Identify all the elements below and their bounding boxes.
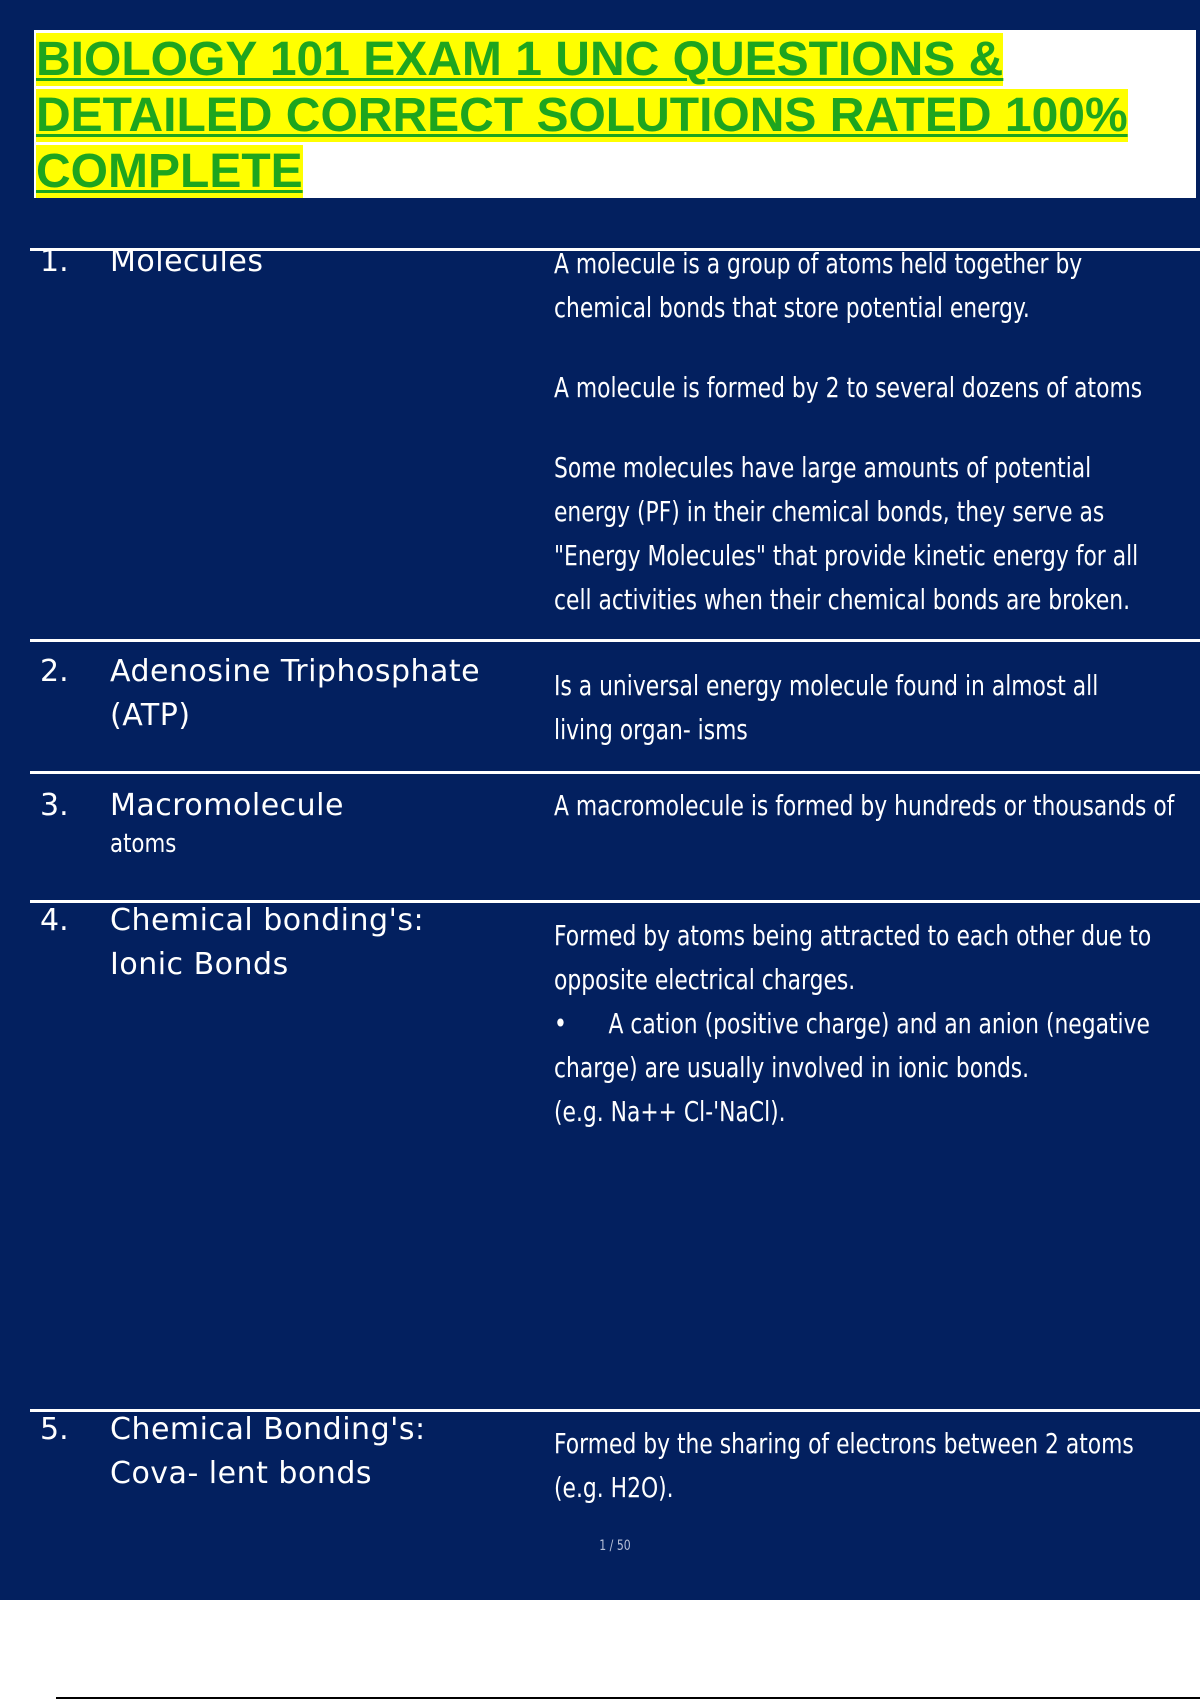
row-definition [554,1422,1162,1510]
row-term-continuation: atoms [110,829,177,859]
row-definition [554,242,1162,622]
definition-paragraph: Some molecules have large amounts of potential energy (PF) in their chemical bonds, they serve as "Energy Molecules" that provide kinetic energy for all cell activities when their chemical bonds are broken. [554,451,1139,616]
title-box [34,30,1196,198]
definition-paragraph: A molecule is formed by 2 to several dozens of atoms [554,371,1143,404]
row-term: Chemical bonding's: Ionic Bonds [110,903,425,982]
row-number: 4. [40,903,69,938]
row-definition [554,664,1162,752]
bullet-icon: • [554,1007,567,1040]
definition-paragraph: Is a universal energy molecule found in almost all living organ- isms [554,669,1099,746]
row-number: 1. [40,244,69,279]
definition-paragraph: (e.g. Na++ Cl-'NaCl). [554,1095,786,1128]
definition-paragraph: A macromolecule is formed by hundreds or thousands of [554,789,1175,822]
row-number: 5. [40,1412,69,1447]
bullet-text: A cation (positive charge) and an anion (negative charge) are usually involved in ionic bonds. [554,1007,1150,1084]
row-term: Macromolecule [110,788,344,823]
row-divider [30,639,1200,642]
bottom-rule [56,1697,1200,1699]
row-term: Molecules [110,244,264,279]
row-number: 2. [40,654,69,689]
row-number: 3. [40,788,69,823]
row-divider [30,771,1200,774]
page-number: 1 / 50 [599,1538,631,1554]
row-definition [554,914,1162,1134]
document-title [36,32,1194,200]
definition-paragraph: Formed by atoms being attracted to each other due to opposite electrical charges. [554,919,1152,996]
definition-paragraph: Formed by the sharing of electrons between 2 atoms (e.g. H2O). [554,1427,1134,1504]
row-term: Chemical Bonding's: Cova- lent bonds [110,1412,426,1491]
row-term: Adenosine Triphosphate (ATP) [110,654,481,733]
definition-paragraph: A molecule is a group of atoms held together by chemical bonds that store potential energy. [554,247,1083,324]
row-definition [554,784,1200,828]
document-title-text: BIOLOGY 101 EXAM 1 UNC QUESTIONS & DETAILED CORRECT SOLUTIONS RATED 100% COMPLETE [36,33,1128,198]
definition-bullet-item [554,1002,1162,1090]
